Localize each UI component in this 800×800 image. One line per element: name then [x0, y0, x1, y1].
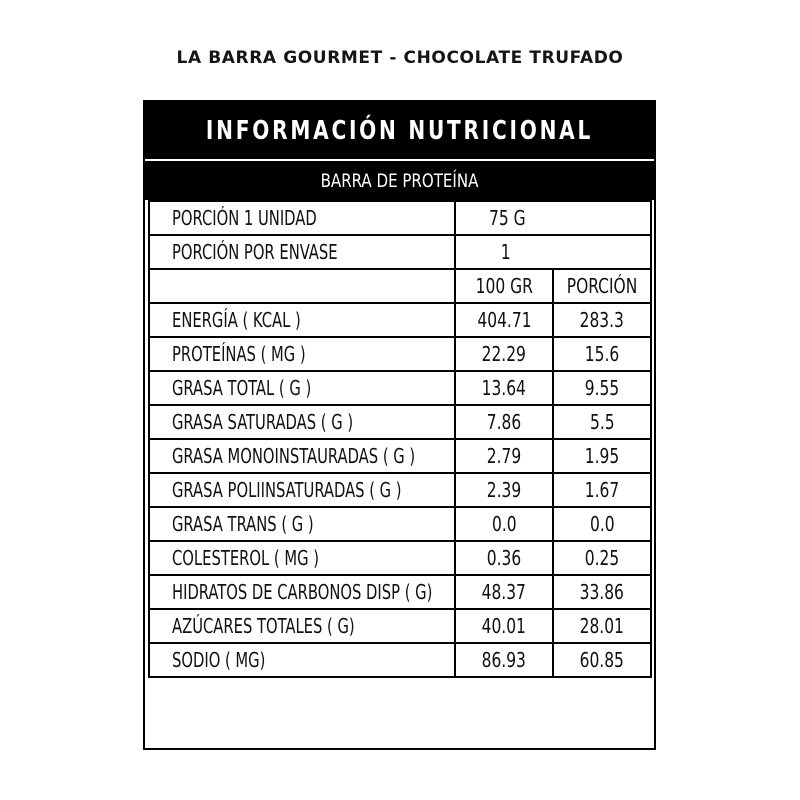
nutrient-name: GRASA POLIINSATURADAS ( G ): [172, 478, 402, 502]
nutrient-per-portion: 28.01: [579, 614, 625, 638]
nutrient-per-100: 0.36: [486, 546, 522, 570]
nutrient-per-100-cell: [455, 643, 553, 677]
nutrient-per-portion-cell: [553, 575, 651, 609]
nutrient-per-100-cell: [455, 405, 553, 439]
portion-label: PORCIÓN 1 UNIDAD: [172, 206, 317, 230]
nutrient-per-100-cell: [455, 303, 553, 337]
nutrient-per-portion: 60.85: [579, 648, 625, 672]
nutrient-per-portion: 15.6: [584, 342, 620, 366]
nutrient-name-cell: [149, 405, 455, 439]
nutrient-per-100: 86.93: [481, 648, 527, 672]
nutrient-per-100: 13.64: [481, 376, 527, 400]
nutrient-per-portion-cell: [553, 337, 651, 371]
page-title: LA BARRA GOURMET - CHOCOLATE TRUFADO: [176, 48, 624, 68]
nutrient-per-100: 40.01: [481, 614, 527, 638]
nutrient-name-cell: [149, 541, 455, 575]
nutrient-per-100-cell: [455, 507, 553, 541]
nutrient-name-cell: [149, 575, 455, 609]
nutrient-name-cell: [149, 337, 455, 371]
column-header-row: [149, 269, 651, 303]
nutrient-per-100-cell: [455, 473, 553, 507]
portion-label-cell: [149, 201, 455, 235]
nutrient-per-100: 2.79: [486, 444, 522, 468]
nutrient-name: GRASA SATURADAS ( G ): [172, 410, 354, 434]
label-header-subtitle: BARRA DE PROTEÍNA: [320, 170, 479, 192]
nutrient-per-portion: 0.25: [584, 546, 620, 570]
nutrient-per-100-cell: [455, 371, 553, 405]
nutrient-name: HIDRATOS DE CARBONOS DISP ( G): [172, 580, 433, 604]
nutrient-row: [149, 575, 651, 609]
nutrient-per-portion-cell: [553, 371, 651, 405]
per-package-label: PORCIÓN POR ENVASE: [172, 240, 338, 264]
nutrient-per-portion: 9.55: [584, 376, 620, 400]
nutrient-per-100-cell: [455, 609, 553, 643]
nutrient-name: COLESTEROL ( MG ): [172, 546, 319, 570]
nutrient-name: PROTEÍNAS ( MG ): [172, 342, 306, 366]
per-package-label-cell: [149, 235, 455, 269]
nutrient-row: [149, 507, 651, 541]
nutrient-row: [149, 303, 651, 337]
nutrient-per-100: 0.0: [491, 512, 517, 536]
portion-row: [149, 201, 651, 235]
nutrient-per-portion: 283.3: [579, 308, 625, 332]
nutrition-table: [148, 200, 652, 678]
nutrient-per-portion: 1.95: [584, 444, 620, 468]
nutrient-per-100: 48.37: [481, 580, 527, 604]
portion-value-cell: [455, 201, 651, 235]
nutrient-row: [149, 541, 651, 575]
nutrient-per-100: 2.39: [486, 478, 522, 502]
nutrient-per-portion: 0.0: [589, 512, 615, 536]
nutrient-name: GRASA TRANS ( G ): [172, 512, 314, 536]
nutrient-name-cell: [149, 473, 455, 507]
nutrient-per-100: 404.71: [476, 308, 532, 332]
nutrient-per-100: 22.29: [481, 342, 527, 366]
nutrient-per-portion: 1.67: [584, 478, 620, 502]
column-header-empty: [149, 269, 455, 303]
nutrient-rows: [149, 303, 651, 677]
nutrition-label: [143, 100, 656, 750]
per-package-row: [149, 235, 651, 269]
nutrient-per-portion-cell: [553, 405, 651, 439]
nutrient-per-100-cell: [455, 337, 553, 371]
nutrient-per-portion-cell: [553, 473, 651, 507]
nutrient-per-portion-cell: [553, 303, 651, 337]
nutrient-name-cell: [149, 609, 455, 643]
per-package-value: 1: [500, 240, 511, 264]
nutrient-name-cell: [149, 439, 455, 473]
nutrient-name-cell: [149, 507, 455, 541]
nutrient-row: [149, 439, 651, 473]
nutrient-per-portion-cell: [553, 643, 651, 677]
nutrient-per-100: 7.86: [486, 410, 522, 434]
per-package-value-cell: [455, 235, 651, 269]
portion-value: 75 G: [488, 206, 526, 230]
nutrient-per-100-cell: [455, 541, 553, 575]
nutrient-name: GRASA TOTAL ( G ): [172, 376, 312, 400]
nutrient-name-cell: [149, 371, 455, 405]
column-header-per-portion: PORCIÓN: [553, 269, 651, 303]
nutrient-name-cell: [149, 303, 455, 337]
nutrient-per-portion: 5.5: [589, 410, 615, 434]
nutrient-name: GRASA MONOINSTAURADAS ( G ): [172, 444, 416, 468]
nutrient-per-portion: 33.86: [579, 580, 625, 604]
nutrient-per-portion-cell: [553, 507, 651, 541]
nutrient-row: [149, 337, 651, 371]
label-header-title: INFORMACIÓN NUTRICIONAL: [205, 116, 594, 146]
nutrient-per-portion-cell: [553, 439, 651, 473]
nutrient-row: [149, 609, 651, 643]
nutrient-per-portion-cell: [553, 541, 651, 575]
label-header: [145, 102, 654, 200]
nutrient-name: AZÚCARES TOTALES ( G): [172, 614, 355, 638]
nutrient-per-100-cell: [455, 439, 553, 473]
nutrient-row: [149, 473, 651, 507]
nutrient-name: ENERGÍA ( KCAL ): [172, 308, 301, 332]
column-header-per-100: 100 GR: [455, 269, 553, 303]
nutrient-per-portion-cell: [553, 609, 651, 643]
nutrient-row: [149, 405, 651, 439]
header-divider: [145, 159, 654, 161]
nutrient-row: [149, 643, 651, 677]
nutrient-name: SODIO ( MG): [172, 648, 266, 672]
nutrient-name-cell: [149, 643, 455, 677]
nutrient-row: [149, 371, 651, 405]
